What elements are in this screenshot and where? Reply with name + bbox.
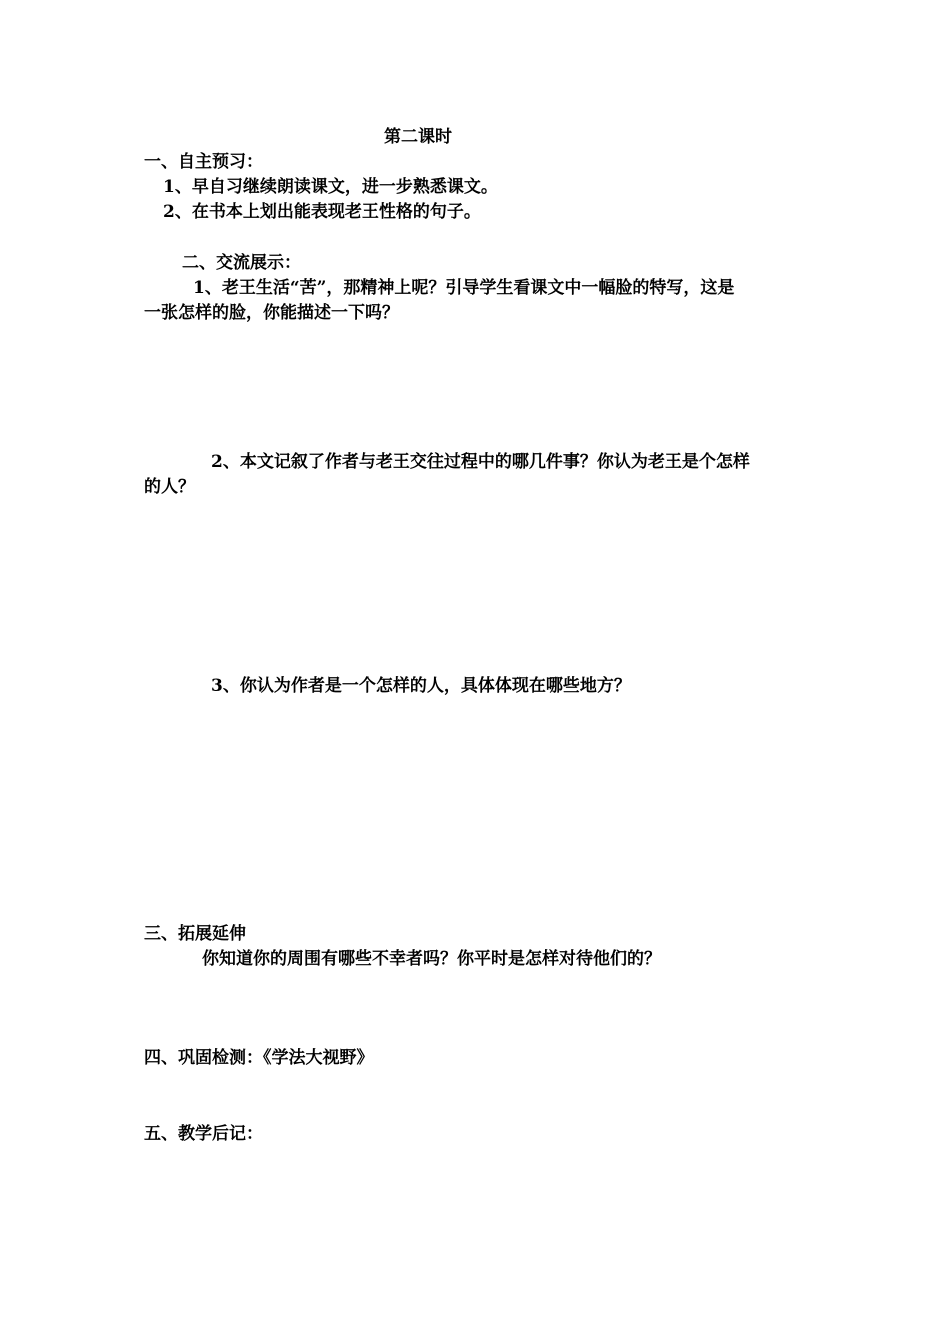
page-title: 第二课时 (384, 127, 452, 147)
question-1-line-2: 一张怎样的脸，你能描述一下吗？ (144, 303, 399, 323)
section-5-heading: 五、教学后记： (144, 1124, 263, 1144)
section-1-item-1: 1、早自习继续朗读课文，进一步熟悉课文。 (163, 177, 498, 197)
question-1-line-1: 1、老王生活“苦”，那精神上呢？引导学生看课文中一幅脸的特写，这是 (193, 278, 735, 298)
section-4-heading: 四、巩固检测：《学法大视野》 (144, 1048, 374, 1068)
section-2-heading: 二、交流展示： (182, 253, 301, 273)
section-3-heading: 三、拓展延伸 (144, 924, 246, 944)
question-2-line-2: 的人？ (144, 477, 195, 497)
section-1-heading: 一、自主预习： (144, 152, 263, 172)
question-2-line-1: 2、本文记叙了作者与老王交往过程中的哪几件事？你认为老王是个怎样 (211, 452, 750, 472)
section-3-question: 你知道你的周围有哪些不幸者吗？你平时是怎样对待他们的？ (202, 949, 661, 969)
question-3: 3、你认为作者是一个怎样的人，具体体现在哪些地方？ (211, 676, 631, 696)
section-1-item-2: 2、在书本上划出能表现老王性格的句子。 (163, 202, 481, 222)
